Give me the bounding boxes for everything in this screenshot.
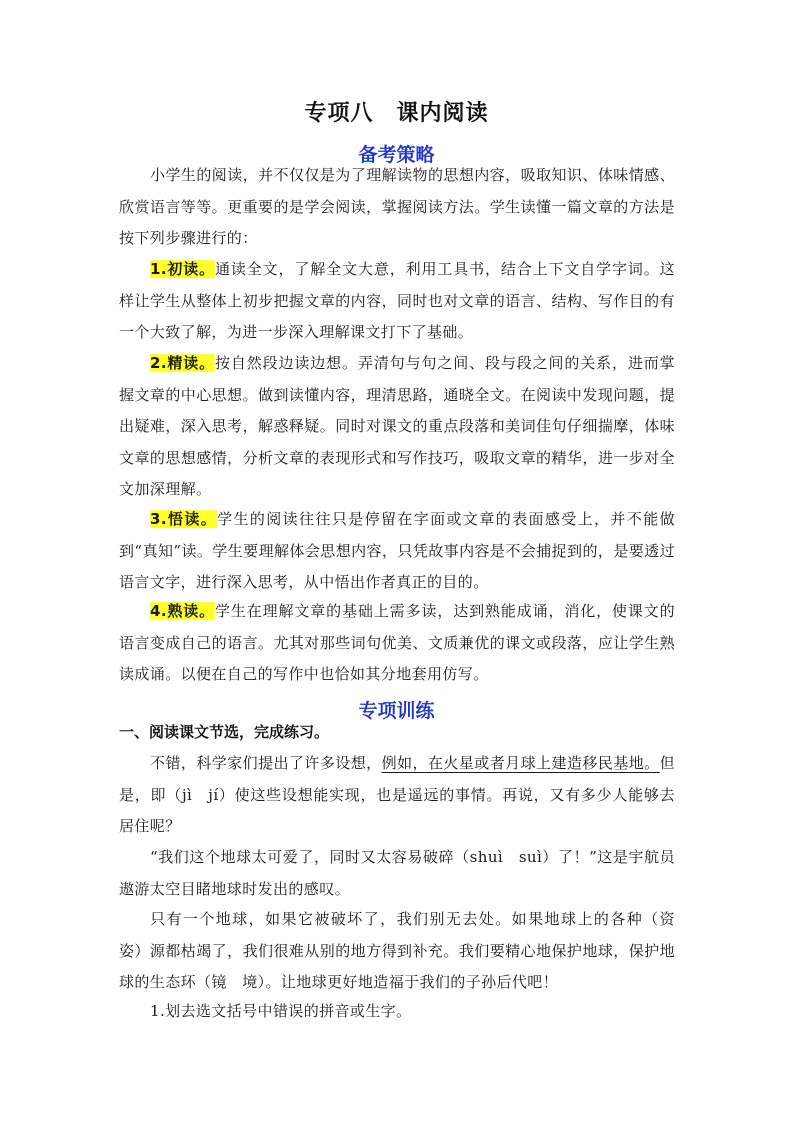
step-1-label: 1.初读。 [150,260,216,278]
step-1-paragraph [119,254,675,349]
step-4-paragraph [119,596,675,691]
strategy-heading: 备考策略 [358,144,435,166]
step-3-label: 3.悟读。 [150,510,218,528]
step-4-text: 学生在理解文章的基础上需多读，达到熟能成诵，消化，使课文的语言变成自己的语言。尤其对那些词句优美、文质兼优的课文或段落，应让学生熟读成诵。以便在自己的写作中也恰如其分地套用仿写。 [119,602,675,683]
underlined-sentence: 例如，在火星或者月球上建造移民基地。 [381,754,660,772]
passage-paragraph-3: 只有一个地球，如果它被破坏了，我们别无去处。如果地球上的各种（资 姿）源都枯竭了，我们很难从别的地方得到补充。我们要精心地保护地球，保护地球的生态环（镜 境）。让地球更好地造福于我们的子孙后代吧！ [119,910,691,991]
passage-p1-before: 不错，科学家们提出了许多设想， [150,754,382,772]
task-1: 1.划去选文括号中错误的拼音或生字。 [150,1002,412,1020]
step-2-label: 2.精读。 [150,354,216,372]
training-heading: 专项训练 [358,700,435,722]
step-2-text: 按自然段边读边想。弄清句与句之间、段与段之间的关系，进而掌握文章的中心思想。做到读懂内容，理清思路，通晓全文。在阅读中发现问题，提出疑难，深入思考，解惑释疑。同时对课文的重点段落和美词佳句仔细揣摩，体味文章的思想感情，分析文章的表现形式和写作技巧，吸取文章的精华，进一步对全文加深理解。 [119,354,675,498]
step-3-paragraph [119,504,675,599]
strategy-intro: 小学生的阅读，并不仅仅是为了理解读物的思想内容，吸取知识、体味情感、欣赏语言等等。更重要的是学会阅读，掌握阅读方法。学生读懂一篇文章的方法是按下列步骤进行的： [119,166,675,247]
step-2-paragraph [119,348,675,506]
passage-p1-after: 但是，即（jì jí）使这些设想能实现，也是遥远的事情。再说，又有多少人能够去居住呢？ [119,754,675,835]
passage-paragraph-2: “我们这个地球太可爱了，同时又太容易破碎（shuì suì）了！”这是宇航员遨游太空目睹地球时发出的感叹。 [119,848,675,898]
page-title: 专项八 课内阅读 [304,101,489,126]
passage-paragraph-1 [119,748,675,843]
step-3-text: 学生的阅读往往只是停留在字面或文章的表面感受上，并不能做到“真知”读。学生要理解体会思想内容，只凭故事内容是不会捕捉到的，是要透过语言文字，进行深入思考，从中悟出作者真正的目的。 [119,510,675,591]
step-4-label: 4.熟读。 [150,602,216,620]
question-title: 一、阅读课文节选，完成练习。 [119,723,330,741]
step-1-text: 通读全文，了解全文大意，利用工具书，结合上下文自学字词。这样让学生从整体上初步把握文章的内容，同时也对文章的语言、结构、写作目的有一个大致了解，为进一步深入理解课文打下了基础。 [119,260,675,341]
